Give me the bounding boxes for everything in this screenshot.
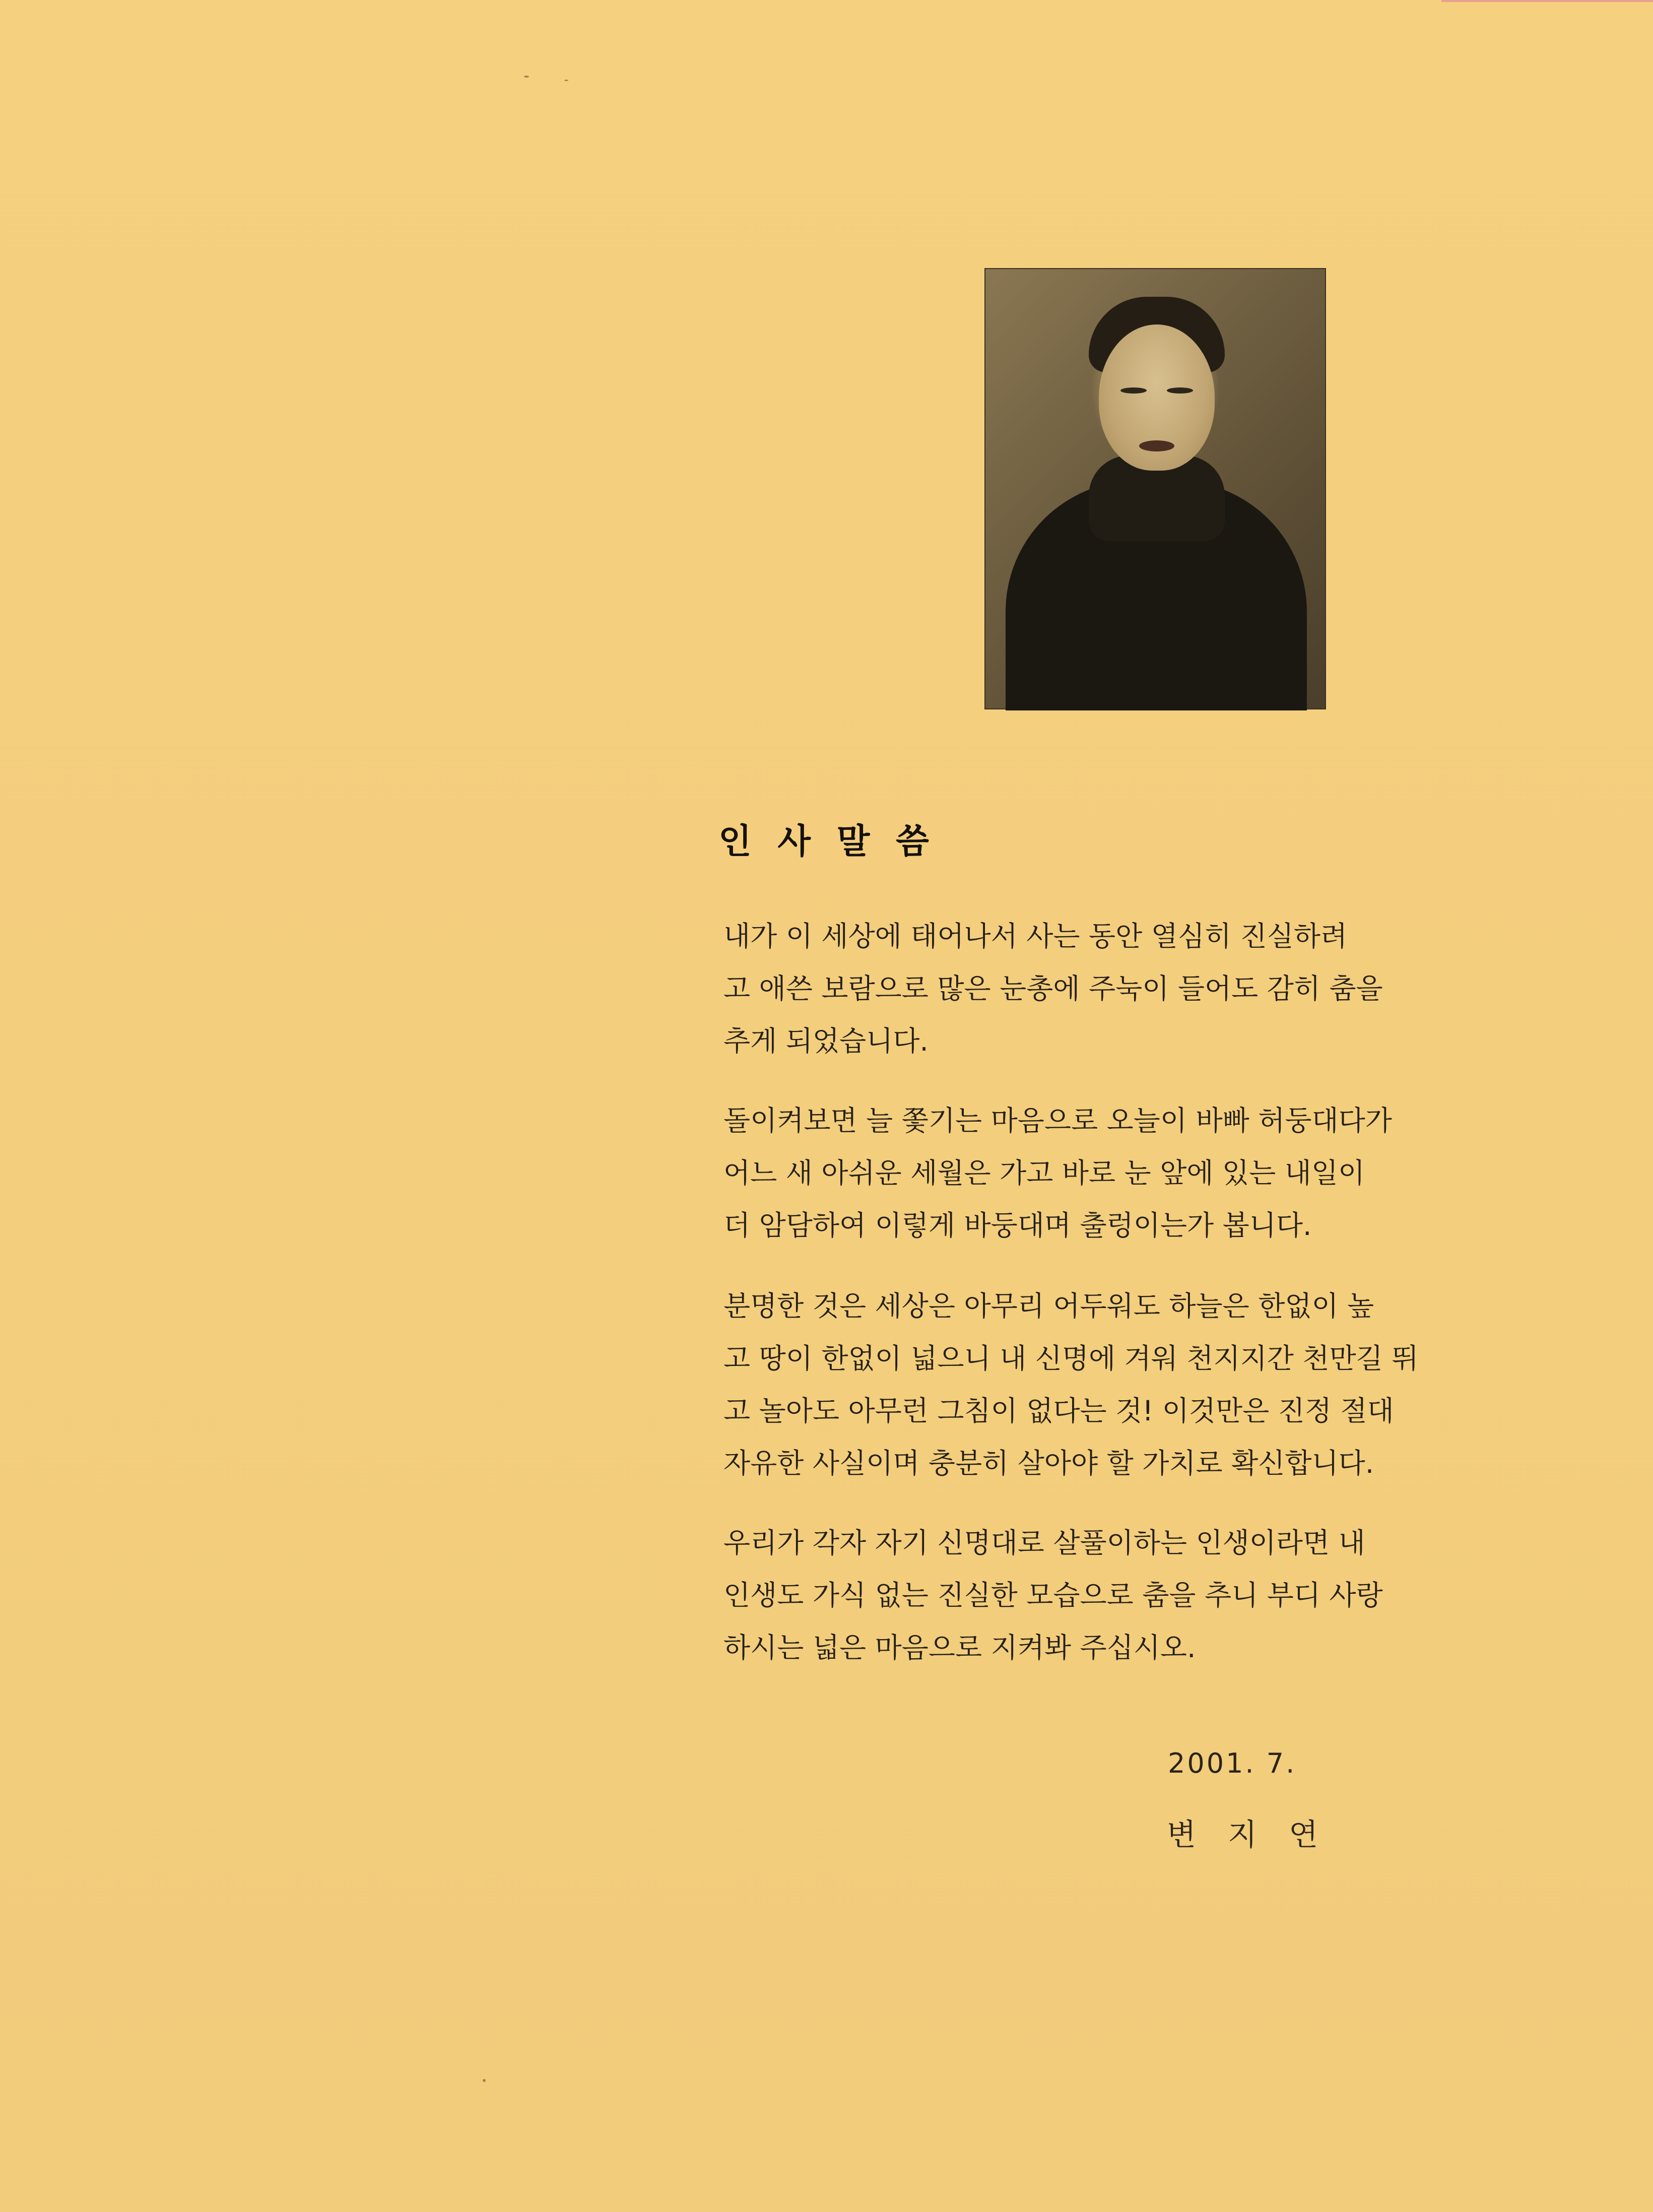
- paragraph-line: 내가 이 세상에 태어나서 사는 동안 열심히 진실하려: [723, 920, 1348, 952]
- author-name: 변 지 연: [1167, 1817, 1330, 1853]
- paragraph-line: 고 놀아도 아무런 그침이 없다는 것! 이것만은 진정 절대: [723, 1395, 1394, 1427]
- paragraph-line: 돌이켜보면 늘 쫓기는 마음으로 오늘이 바빠 허둥대다가: [723, 1104, 1392, 1137]
- paragraph-line: 어느 새 아쉬운 세월은 가고 바로 눈 앞에 있는 내일이: [723, 1157, 1365, 1189]
- letter-date: 2001. 7.: [1168, 1747, 1297, 1779]
- portrait-photo: [984, 268, 1326, 709]
- paragraph-line: 우리가 각자 자기 신명대로 살풀이하는 인생이라면 내: [723, 1527, 1365, 1559]
- paragraph-line: 고 애쓴 보람으로 많은 눈총에 주눅이 들어도 감히 춤을: [723, 972, 1383, 1005]
- edge-mark: [1441, 0, 1653, 2]
- paragraph-2: [723, 1094, 1392, 1252]
- paper-speck: [564, 80, 568, 81]
- paper-speck: [524, 76, 529, 78]
- greeting-heading: 인 사 말 씀: [718, 822, 936, 862]
- paragraph-line: 하시는 넓은 마음으로 지켜봐 주십시오.: [723, 1632, 1196, 1664]
- portrait-eye-right: [1167, 387, 1193, 394]
- paragraph-4: [723, 1517, 1383, 1674]
- paragraph-line: 고 땅이 한없이 넓으니 내 신명에 겨워 천지지간 천만길 뛰: [723, 1342, 1419, 1375]
- paragraph-line: 더 암담하여 이렇게 바둥대며 출렁이는가 봅니다.: [723, 1209, 1312, 1242]
- paragraph-line: 자유한 사실이며 충분히 살아야 할 가치로 확신합니다.: [723, 1447, 1374, 1479]
- paper-speck: [483, 2079, 486, 2082]
- paragraph-line: 추게 되었습니다.: [723, 1025, 929, 1057]
- portrait-eye-left: [1120, 387, 1147, 394]
- paragraph-3: [723, 1280, 1419, 1489]
- paragraph-line: 인생도 가식 없는 진실한 모습으로 춤을 추니 부디 사랑: [723, 1579, 1383, 1611]
- paragraph-line: 분명한 것은 세상은 아무리 어두워도 하늘은 한없이 높: [723, 1290, 1374, 1322]
- portrait-lips: [1139, 440, 1174, 451]
- paragraph-1: [723, 910, 1383, 1067]
